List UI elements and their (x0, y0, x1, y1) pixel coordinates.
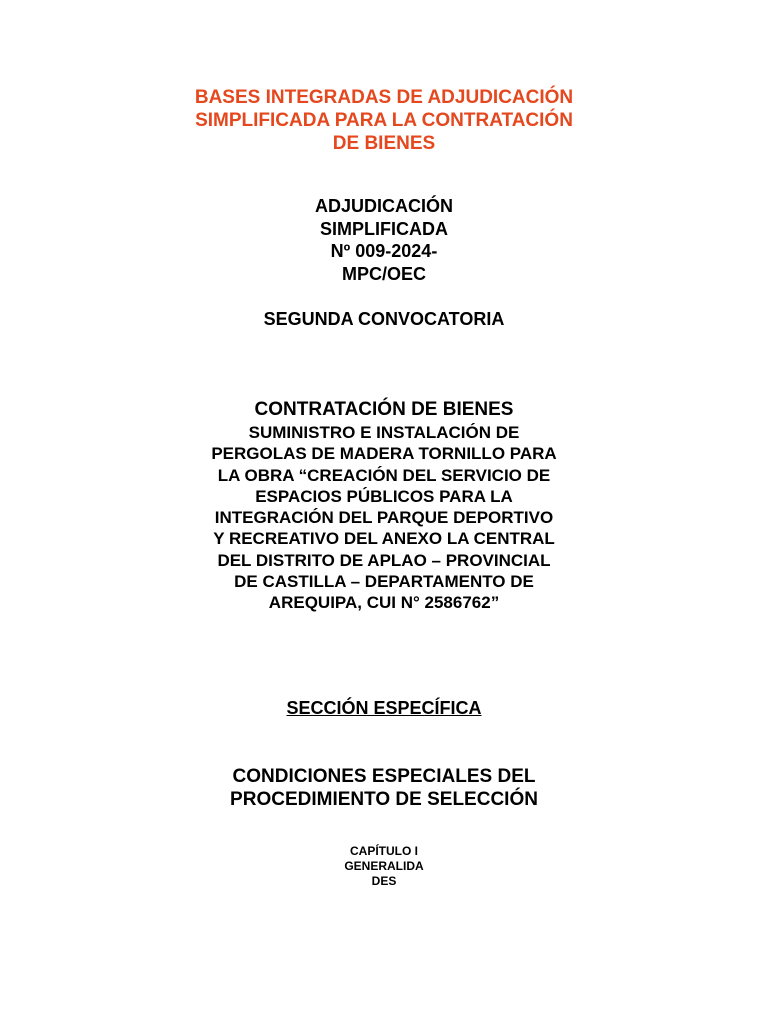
document-main-title (0, 86, 768, 155)
description-line: ESPACIOS PÚBLICOS PARA LA (255, 486, 513, 506)
procedure-identifier (0, 195, 768, 285)
contract-description (0, 422, 768, 614)
conditions-line: CONDICIONES ESPECIALES DEL (232, 766, 536, 787)
procedure-id-line: ADJUDICACIÓN (314, 196, 453, 216)
description-line: PERGOLAS DE MADERA TORNILLO PARA (211, 444, 557, 464)
procedure-id-line: SIMPLIFICADA (320, 218, 448, 239)
description-line: LA OBRA “CREACIÓN DEL SERVICIO DE (217, 465, 551, 485)
description-line: DEL DISTRITO DE APLAO – PROVINCIAL (217, 550, 551, 570)
description-line: SUMINISTRO E INSTALACIÓN DE (248, 423, 520, 442)
chapter-heading (0, 844, 768, 889)
convocatoria-heading (0, 308, 768, 330)
conditions-heading (0, 765, 768, 811)
contract-type-heading (0, 399, 768, 421)
description-line: INTEGRACIÓN DEL PARQUE DEPORTIVO (214, 508, 554, 528)
chapter-line: GENERALIDA (344, 859, 424, 873)
procedure-id-line: Nº 009-2024- (330, 241, 438, 261)
contract-type-text: CONTRATACIÓN DE BIENES (254, 399, 514, 420)
main-title-line: DE BIENES (332, 133, 436, 154)
description-line: DE CASTILLA – DEPARTAMENTO DE (234, 572, 534, 592)
procedure-id-line: MPC/OEC (341, 263, 426, 284)
main-title-line: SIMPLIFICADA PARA LA CONTRATACIÓN (195, 110, 573, 131)
section-heading (0, 697, 768, 719)
conditions-line: PROCEDIMIENTO DE SELECCIÓN (230, 789, 538, 810)
chapter-line: DES (371, 874, 397, 888)
section-title: SECCIÓN ESPECÍFICA (286, 698, 482, 718)
main-title-line: BASES INTEGRADAS DE ADJUDICACIÓN (194, 87, 574, 108)
chapter-line: CAPÍTULO I (350, 844, 418, 858)
description-line: Y RECREATIVO DEL ANEXO LA CENTRAL (213, 529, 555, 549)
description-line: AREQUIPA, CUI N° 2586762” (268, 593, 500, 613)
convocatoria-text: SEGUNDA CONVOCATORIA (263, 309, 505, 329)
